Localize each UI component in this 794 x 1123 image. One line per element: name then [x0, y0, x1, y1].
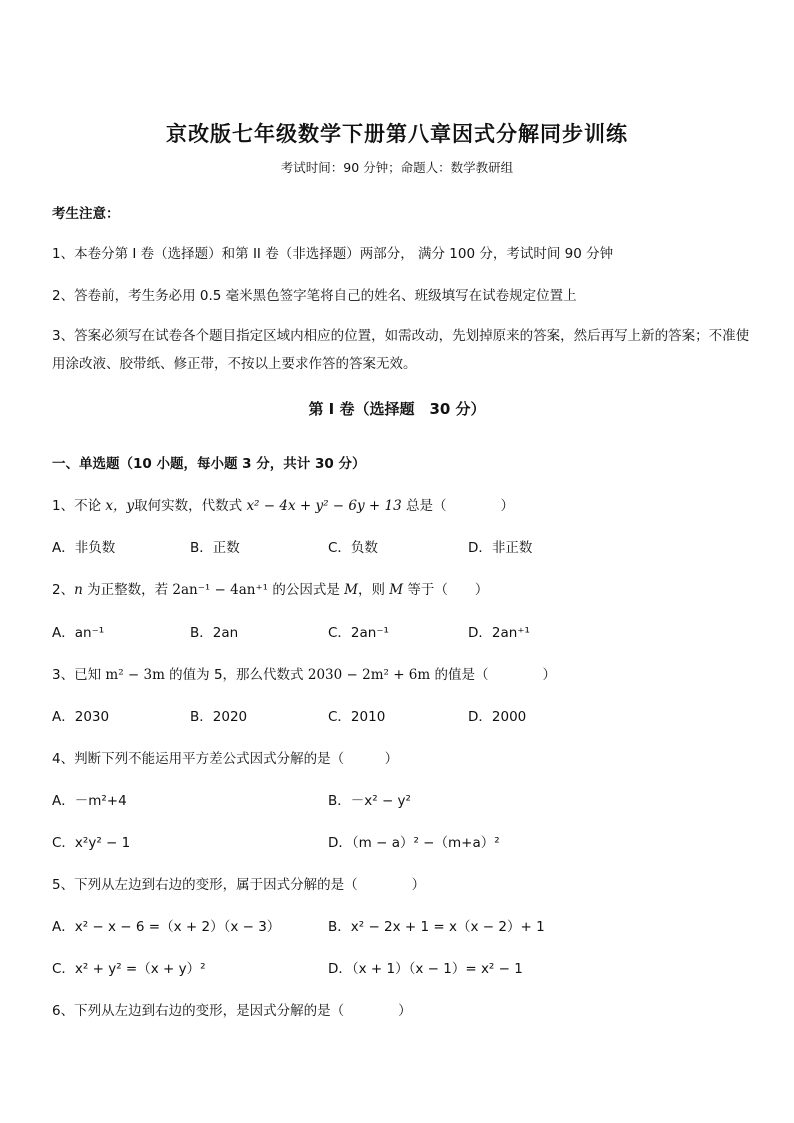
option-a: A．非负数	[52, 540, 116, 556]
option-a: A．2030	[52, 709, 110, 725]
question-number: 5、	[52, 877, 75, 893]
question-2	[52, 578, 488, 598]
question-text: 等于（ ）	[403, 582, 489, 598]
question-variables: x，y	[105, 498, 135, 514]
option-d: D．（m − a）² −（m+a）²	[328, 835, 500, 851]
page-title: 京改版七年级数学下册第八章因式分解同步训练	[166, 121, 628, 146]
option-b: B．2020	[190, 709, 248, 725]
option-c: C．x² + y² =（x + y）²	[52, 961, 206, 977]
question-variable: n	[74, 582, 83, 598]
notice-item-2: 2、答卷前，考生务必用 0.5 毫米黑色签字笔将自己的姓名、班级填写在试卷规定位置上	[52, 288, 577, 304]
option-a: A．－m²+4	[52, 793, 127, 809]
option-b: B．2an	[190, 625, 239, 641]
option-c: C．x²y² − 1	[52, 835, 131, 851]
question-expression: x² − 4x + y² − 6y + 13	[246, 498, 402, 514]
option-c: C．2an⁻¹	[328, 625, 389, 641]
option-b: B．－x² − y²	[328, 793, 411, 809]
question-text: 下列从左边到右边的变形，是因式分解的是（ ）	[74, 1003, 412, 1019]
question-text: 下列从左边到右边的变形，属于因式分解的是（ ）	[74, 877, 426, 893]
question-variable: M	[389, 582, 404, 598]
option-d: D．2an⁺¹	[468, 625, 530, 641]
part-heading: 一、单选题（10 小题，每小题 3 分，共计 30 分）	[52, 456, 366, 472]
option-c: C．2010	[328, 709, 386, 725]
question-text: 不论	[74, 498, 106, 514]
question-number: 1、	[52, 498, 75, 514]
question-5	[52, 873, 425, 893]
option-d: D．（x + 1）（x − 1）= x² − 1	[328, 961, 523, 977]
option-b: B．正数	[190, 540, 240, 556]
option-b: B．x² − 2x + 1 = x（x − 2）+ 1	[328, 919, 545, 935]
question-3	[52, 663, 556, 683]
question-1	[52, 494, 514, 514]
exam-info: 考试时间：90 分钟；命题人：数学教研组	[280, 160, 514, 175]
question-expression: m² − 3m	[105, 667, 165, 683]
question-number: 6、	[52, 1003, 75, 1019]
option-a: A．x² − x − 6 =（x + 2）（x − 3）	[52, 919, 281, 935]
question-text: 判断下列不能运用平方差公式因式分解的是（ ）	[74, 751, 399, 767]
option-c: C．负数	[328, 540, 378, 556]
option-a: A．an⁻¹	[52, 625, 105, 641]
section-title: 第 I 卷（选择题 30 分）	[308, 400, 486, 418]
notice-item-1: 1、本卷分第 I 卷（选择题）和第 II 卷（非选择题）两部分， 满分 100 分，考试时间 90 分钟	[52, 246, 614, 262]
question-text: 的值为 5，那么代数式	[164, 667, 308, 683]
notice-item-3: 3、答案必须写在试卷各个题目指定区域内相应的位置，如需改动，先划掉原来的答案，然后再写上新的答案；不准使用涂改液、胶带纸、修正带，不按以上要求作答的答案无效。	[52, 328, 750, 372]
question-expression: 2030 − 2m² + 6m	[307, 667, 431, 683]
question-text: 已知	[74, 667, 106, 683]
question-variable: M	[344, 582, 358, 598]
question-text: 的公因式是	[268, 582, 345, 598]
option-d: D．非正数	[468, 540, 533, 556]
question-number: 3、	[52, 667, 75, 683]
question-number: 2、	[52, 582, 75, 598]
option-d: D．2000	[468, 709, 527, 725]
question-text: 总是（ ）	[401, 498, 514, 514]
question-number: 4、	[52, 751, 75, 767]
question-expression: 2an⁻¹ − 4an⁺¹	[172, 582, 269, 598]
question-6	[52, 999, 412, 1019]
notice-heading: 考生注意：	[52, 206, 120, 222]
question-text: ，则	[357, 582, 390, 598]
question-text: 取何实数，代数式	[134, 498, 247, 514]
question-text: 为正整数，若	[82, 582, 173, 598]
question-text: 的值是（ ）	[430, 667, 556, 683]
question-4	[52, 747, 398, 767]
